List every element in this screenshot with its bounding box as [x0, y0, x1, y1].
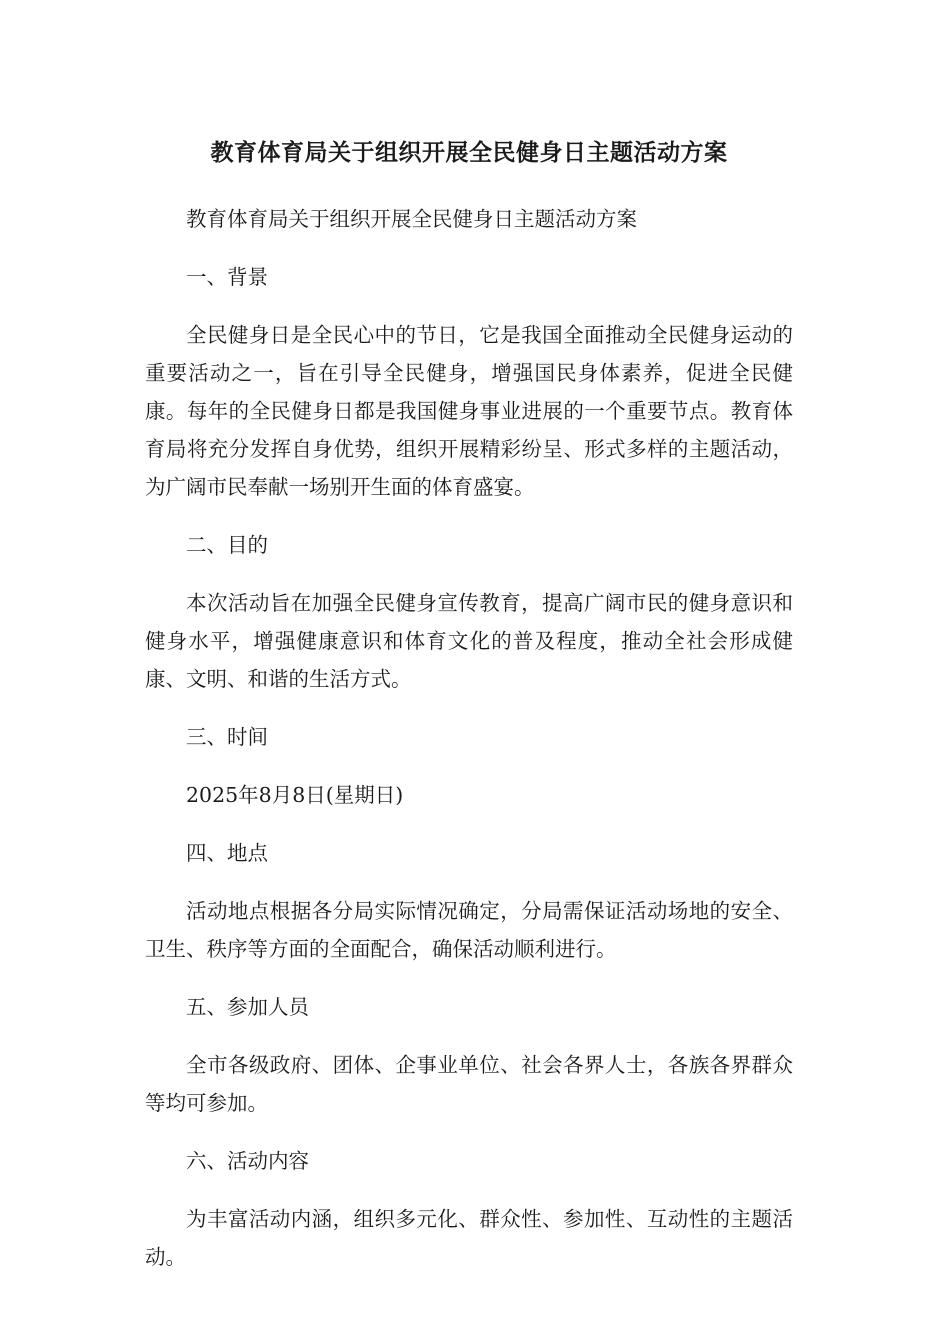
section-heading-purpose: 二、目的 [186, 533, 268, 557]
paragraph-location: 活动地点根据各分局实际情况确定，分局需保证活动场地的安全、卫生、秩序等方面的全面配合，确保活动顺利进行。 [145, 899, 793, 961]
paragraph-purpose: 本次活动旨在加强全民健身宣传教育，提高广阔市民的健身意识和健身水平，增强健康意识和体育文化的普及程度，推动全社会形成健康、文明、和谐的生活方式。 [145, 591, 793, 691]
paragraph-time: 2025年8月8日(星期日) [186, 783, 404, 807]
paragraph-participants: 全市各级政府、团体、企事业单位、社会各界人士，各族各界群众等均可参加。 [145, 1053, 793, 1115]
section-heading-participants: 五、参加人员 [186, 995, 309, 1019]
section-heading-activities: 六、活动内容 [186, 1149, 309, 1173]
paragraph-background: 全民健身日是全民心中的节日，它是我国全面推动全民健身运动的重要活动之一，旨在引导全民健身，增强国民身体素养，促进全民健康。每年的全民健身日都是我国健身事业进展的一个重要节点。教育体育局将充分发挥自身优势，组织开展精彩纷呈、形式多样的主题活动，为广阔市民奉献一场别开生面的体育盛宴。 [145, 323, 793, 499]
document-body [145, 200, 793, 1296]
paragraph-activities: 为丰富活动内涵，组织多元化、群众性、参加性、互动性的主题活动。 [145, 1207, 793, 1269]
subtitle-paragraph: 教育体育局关于组织开展全民健身日主题活动方案 [186, 207, 637, 231]
document-title: 教育体育局关于组织开展全民健身日主题活动方案 [210, 140, 728, 166]
section-heading-location: 四、地点 [186, 841, 268, 865]
section-heading-background: 一、背景 [186, 265, 268, 289]
section-heading-time: 三、时间 [186, 725, 268, 749]
